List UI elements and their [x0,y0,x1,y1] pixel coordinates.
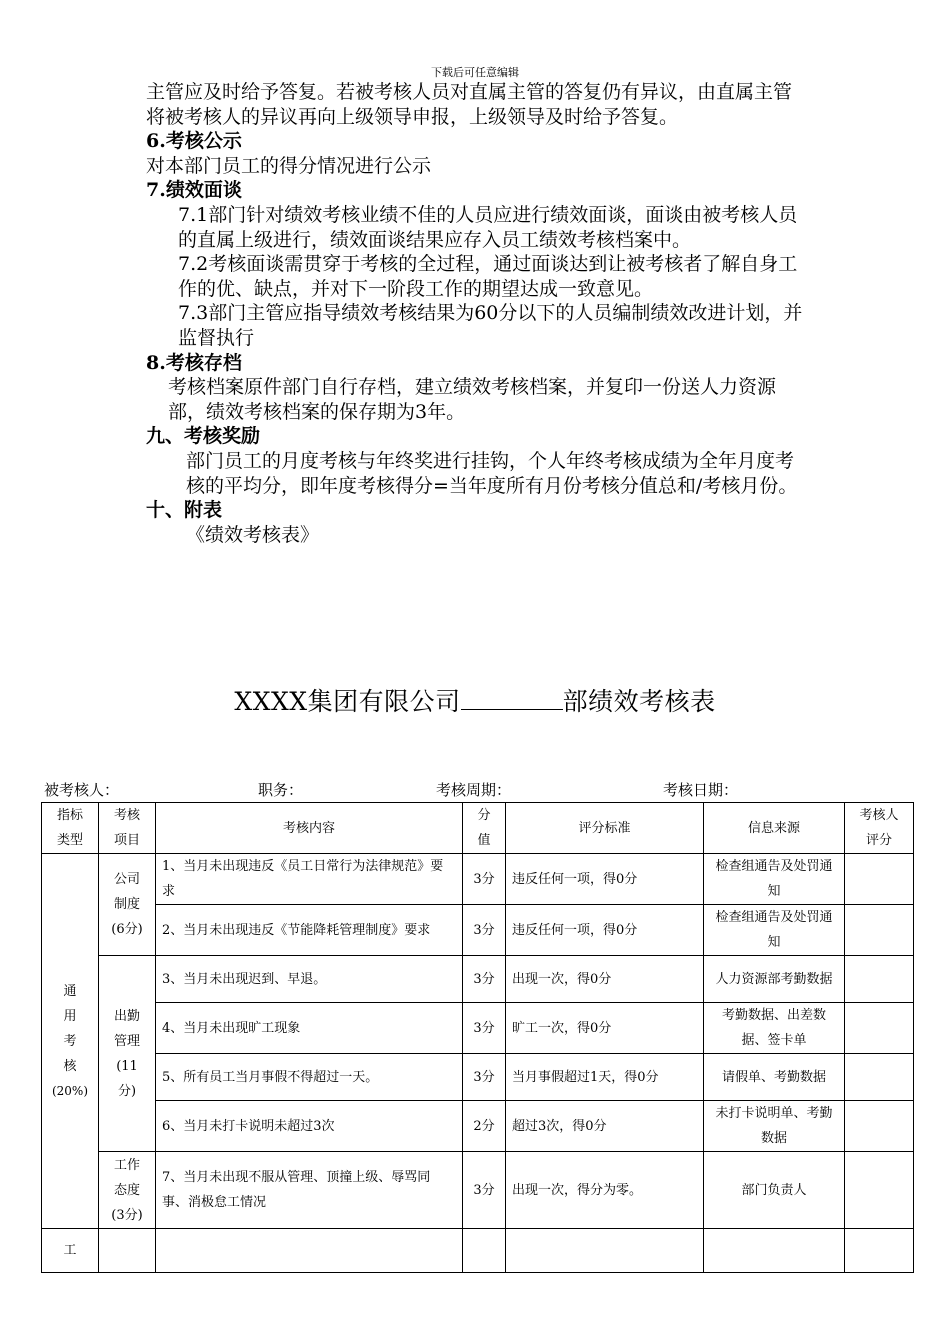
header-criteria: 评分标准 [506,803,704,854]
header-assessment-item: 考核 项目 [99,803,156,854]
evaluation-table [41,802,914,1273]
row-criteria: 当月事假超过1天，得0分 [506,1054,704,1101]
body-text [146,80,806,547]
group-company-rules: 公司 制度 (6分) [99,854,156,956]
header-rater-score: 考核人 评分 [845,803,914,854]
row-score: 3分 [463,956,506,1003]
group-work-attitude: 工作 态度 (3分) [99,1152,156,1229]
row-content: 6、当月未打卡说明未超过3次 [156,1101,463,1152]
paragraph: 7.2考核面谈需贯穿于考核的全过程，通过面谈达到让被考核者了解自身工作的优、缺点，并对下一阶段工作的期望达成一致意见。 [178,253,798,300]
table-row [42,1003,914,1054]
paragraph: 对本部门员工的得分情况进行公示 [146,154,432,177]
row-source: 检查组通告及处罚通知 [704,854,845,905]
table-header-row [42,803,914,854]
row-content: 1、当月未出现违反《员工日常行为法律规范》要求 [156,854,463,905]
row-content: 4、当月未出现旷工现象 [156,1003,463,1054]
empty-cell [99,1229,156,1273]
rater-score-cell[interactable] [845,1003,914,1054]
empty-cell [156,1229,463,1273]
row-source: 考勤数据、出差数据、签卡单 [704,1003,845,1054]
form-title-prefix: XXXX集团有限公司 [234,687,461,716]
row-criteria: 违反任何一项，得0分 [506,905,704,956]
rater-score-cell[interactable] [845,854,914,905]
row-source: 检查组通告及处罚通知 [704,905,845,956]
category-general: 通 用 考 核 (20%) [42,854,99,1229]
rater-score-cell[interactable] [845,905,914,956]
row-criteria: 超过3次，得0分 [506,1101,704,1152]
form-title-suffix: 部绩效考核表 [562,687,716,716]
row-source: 人力资源部考勤数据 [704,956,845,1003]
empty-cell [463,1229,506,1273]
rater-score-cell[interactable] [845,956,914,1003]
group-attendance: 出勤 管理 (11 分) [99,956,156,1152]
table-row [42,1101,914,1152]
department-blank [461,687,563,710]
table-row [42,1152,914,1229]
assessee-label: 被考核人： [44,781,120,799]
paragraph: 7.1部门针对绩效考核业绩不佳的人员应进行绩效面谈，面谈由被考核人员的直属上级进行，绩效面谈结果应存入员工绩效考核档案中。 [178,203,798,251]
rater-score-cell[interactable] [845,1152,914,1229]
empty-cell [704,1229,845,1273]
form-title [0,686,950,718]
row-score: 3分 [463,1054,506,1101]
row-content: 2、当月未出现违反《节能降耗管理制度》要求 [156,905,463,956]
table-row [42,1054,914,1101]
row-source: 未打卡说明单、考勤数据 [704,1101,845,1152]
row-criteria: 出现一次，得0分 [506,956,704,1003]
row-score: 3分 [463,905,506,956]
section-heading: 7.绩效面谈 [146,179,242,202]
header-content: 考核内容 [156,803,463,854]
paragraph: 7.3部门主管应指导绩效考核结果为60分以下的人员编制绩效改进计划，并监督执行 [178,302,803,349]
row-criteria: 出现一次，得分为零。 [506,1152,704,1229]
row-score: 3分 [463,1003,506,1054]
paragraph: 考核档案原件部门自行存档，建立绩效考核档案，并复印一份送人力资源部，绩效考核档案的保存期为3年。 [168,376,777,423]
row-content: 3、当月未出现迟到、早退。 [156,956,463,1003]
row-score: 3分 [463,1152,506,1229]
category-next: 工 [42,1229,99,1273]
section-heading: 十、附表 [146,499,223,522]
section-heading: 九、考核奖励 [146,425,261,448]
row-source: 部门负责人 [704,1152,845,1229]
header-score: 分 值 [463,803,506,854]
table-row [42,905,914,956]
period-label: 考核周期： [436,781,512,799]
row-content: 7、当月未出现不服从管理、顶撞上级、辱骂同事、消极怠工情况 [156,1152,463,1229]
row-score: 2分 [463,1101,506,1152]
rater-score-cell[interactable] [845,1229,914,1273]
rater-score-cell[interactable] [845,1101,914,1152]
header-source: 信息来源 [704,803,845,854]
row-source: 请假单、考勤数据 [704,1054,845,1101]
row-score: 3分 [463,854,506,905]
row-criteria: 违反任何一项，得0分 [506,854,704,905]
paragraph: 主管应及时给予答复。若被考核人员对直属主管的答复仍有异议，由直属主管将被考核人的异议再向上级领导申报，上级领导及时给予答复。 [146,81,793,128]
row-content: 5、所有员工当月事假不得超过一天。 [156,1054,463,1101]
header-indicator-type: 指标 类型 [42,803,99,854]
position-label: 职务： [258,781,304,799]
date-label: 考核日期： [663,781,739,799]
empty-cell [506,1229,704,1273]
section-heading: 8.考核存档 [146,351,242,374]
table-row [42,854,914,905]
header-note: 下载后可任意编辑 [431,66,519,79]
table-row [42,1229,914,1273]
rater-score-cell[interactable] [845,1054,914,1101]
section-heading: 6.考核公示 [146,130,242,153]
table-row [42,956,914,1003]
paragraph: 部门员工的月度考核与年终奖进行挂钩，个人年终考核成绩为全年月度考核的平均分，即年度考核得分=当年度所有月份考核分值总和/考核月份。 [186,449,798,497]
appendix-reference: 《绩效考核表》 [186,523,320,546]
row-criteria: 旷工一次，得0分 [506,1003,704,1054]
